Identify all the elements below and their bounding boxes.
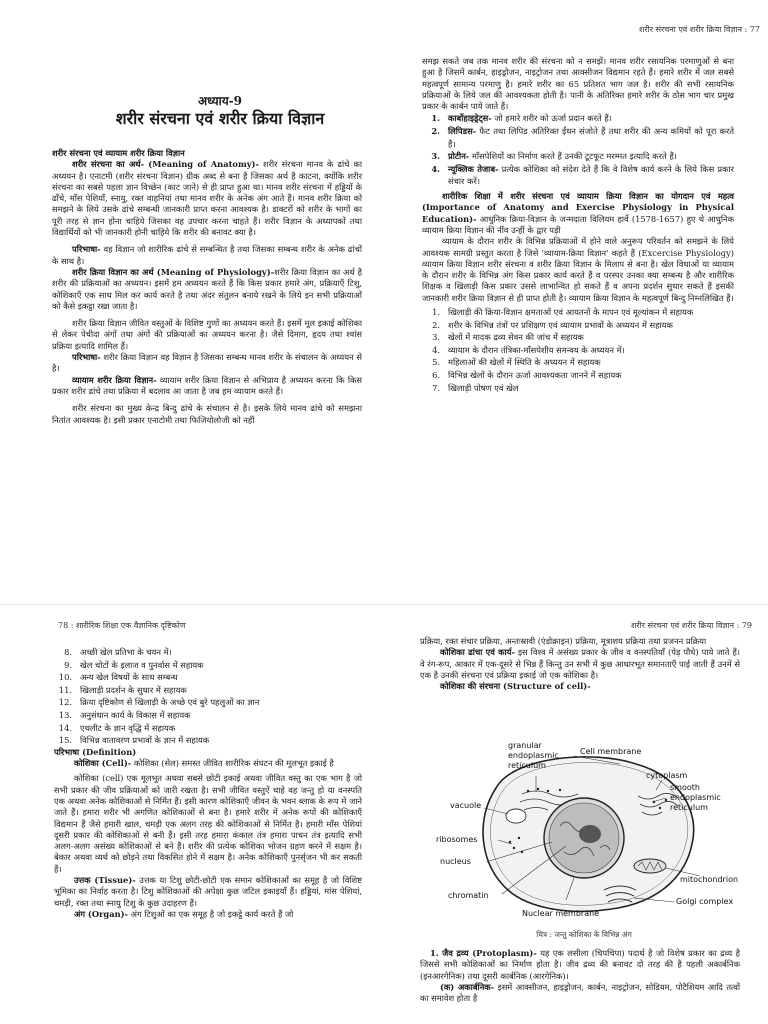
physiology-text: शरीर क्रिया विज्ञान का अर्थ है शरीर की प्रक्रियाओं का अध्ययन। इसमें हम अध्ययन करते हैं कि किस प्रकार हमारे अंग, प्रक्रियाएँ टिशु, कोशिकाएँ एक साथ मिल कर कार्य करते है तथा अंदर संतुलन बनाये रखने के लिये इन सभी प्रक्रियाओं को कैसे इकट्ठा रखा जाता है। <box>52 266 362 311</box>
label-chromatin: chromatin <box>448 891 489 900</box>
list-item: 7. खिलाड़ी पोषण एवं खेल <box>432 382 519 393</box>
page-78 <box>0 610 384 1024</box>
physiology-term: शरीर क्रिया विज्ञान का अर्थ (Meaning of Physiology)- <box>72 266 275 277</box>
label-reticulum: reticulum <box>508 761 546 770</box>
label-nucleus: nucleus <box>440 857 471 866</box>
list-item: 5. महिलाओं की खेलों में स्थिति के अध्ययन में सहायक <box>432 357 601 368</box>
label-mitochondrion: mitochondrion <box>680 875 739 884</box>
organ-paragraph <box>54 909 362 920</box>
tissue-term: उत्तक (Tissue)- <box>74 875 136 886</box>
vacuole-shape <box>506 809 526 823</box>
list-item: 3. खेलों में मादक द्रव्य सेवन की जांच में सहायक <box>432 332 584 343</box>
anatomy-term: शरीर संरचना का अर्थ- (Meaning of Anatomy)- <box>72 159 259 170</box>
list-item: 14. एथलीट के ज्ञान वृद्धि में सहायक <box>58 722 176 733</box>
tissue-text: उत्तक या टिशु छोटी-छोटी एक समान कोशिकाओं का समूह है जो विशिष्ट भूमिका का निर्वाह करता है। टिशु कोशिकाओं की अपेक्षा कुछ जटिल इकाइयाँ हैं। हड्डियां, मांस पेशियां, चमड़ी, रक्त तथा स्नायु टिशु के कुछ उदाहरण हैं। <box>54 875 362 908</box>
list-item: 4. व्यायाम के दौरान तंत्रिका-माँसपेशीय समन्वय के अध्ययन में। <box>432 344 625 355</box>
exercise-physiology-paragraph-2: व्यायाम के दौरान शरीर के विभिन्न प्रक्रियाओं में होने वाले अनुरूप परिवर्तन को समझने के लिये आवश्यक सामग्री प्रस्तुत करता है जिसे 'व्यायाम-क्रिया विज्ञान' कहते हैं (Excercise Physiology) व्यायाम क्रिया विज्ञान शरीर संरचना व शरीर क्रिया विज्ञान के मिलाप से बना है। खेल विधाओं या व्यायाम के दौरान शरीर के विभिन्न अंग किस प्रकार कार्य करते हैं व परस्पर उनका क्या सम्बन्ध है और शारीरिक शिक्षक व खिलाड़ी किस प्रकार उससे लाभान्वित हो सकते हैं व अपना प्रदर्शन सुधार सकते हैं इसकी जानकारी शरीर क्रिया विज्ञान से ही प्राप्त होती है। व्यायाम क्रिया विज्ञान के महत्वपूर्ण बिन्दु निम्नलिखित हैं। <box>422 236 734 303</box>
label-vacuole: vacuole <box>450 801 482 810</box>
label-endoplasmic: endoplasmic <box>508 751 559 760</box>
definition-paragraph <box>52 244 362 267</box>
exercise-term: व्यायाम शरीर क्रिया विज्ञान- <box>72 374 157 385</box>
label-reticulum-2: reticulum <box>670 803 708 812</box>
protoplasm-number: 1. <box>430 948 439 958</box>
physiology-paragraph <box>52 267 362 312</box>
label-nuclear-membrane: Nuclear membrane <box>522 909 600 918</box>
anatomy-text: शरीर संरचना मानव के ढांचे का अध्ययन है। एनाटमी (शरीर संरचना विज्ञान) ग्रीक अब्द से बना है जिसका अर्थ है काटना, क्योंकि शरीर संरचना का सबसे पहला ज्ञान विच्छेन (काट जाने) से ही प्राप्त हुआ था। मानव शरीर संरचना में हड्डियों के ढाँचे, माँस पेशियाँ, स्नायु, रक्त वाहनियां तथा मानव शरीर के अनेक अंग आते हैं। मानव शरीर क्रिया को समझने के लिये उसके ढांचे सम्बन्धी जानकारी प्राप्त करना आवश्यक है। डाक्टरों को शरीर के भागों का पूरी तरह से ज्ञान होना चाहिये जिसका वह उपचार करना चाहते हैं। शरीर विज्ञान के अध्यापकों तथा विद्यार्थियों को भी जानकारी होनी चाहिये कि शरीर की बनावट क्या है। <box>52 159 362 238</box>
importance-heading: शारीरिक शिक्षा में शरीर संरचना एवं व्यायाम क्रिया विज्ञान का योगदान एवं महत्व (Importance of Anatomy and Exercise Physiology in Physical Education)- <box>422 191 734 224</box>
exercise-text: व्यायाम शरीर क्रिया विज्ञान से अभिप्राय है अध्ययन करना कि किस प्रकार शरीर ढांचे तथा प्रक्रिया में बदलाव आ जाता है जब हम व्यायाम करते हैं। <box>52 374 362 396</box>
inorganic-term: (क) अकार्बनिक- <box>440 981 495 992</box>
importance-points-list <box>422 306 734 394</box>
definition-term: परिभाषा- <box>72 244 101 255</box>
page-header: शरीर संरचना एवं शरीर क्रिया विज्ञान : 79 <box>630 621 752 630</box>
intro-paragraph: प्रक्रिया, रक्त संचार प्रक्रिया, अन्तःस्रावी (एंडोक्राइन) प्रक्रिया, मूत्राशय प्रक्रिया तथा प्रजनन प्रक्रिया <box>420 636 707 646</box>
label-granular: granular <box>508 742 542 750</box>
cell-text: कोशिका (सेल) समस्त जीवित शारीरिक संघटन की मूलभूत इकाई है <box>131 758 334 769</box>
page-79-content-2 <box>420 948 740 1004</box>
tissue-paragraph <box>54 875 362 909</box>
nucleolus-shape <box>579 825 601 843</box>
page-header: शरीर संरचना एवं शरीर क्रिया विज्ञान : 77 <box>638 25 760 34</box>
list-item: 1. खिलाड़ी की क्रिया-विज्ञान क्षमताओं एवं आयतनों के मापन एवं मूल्यांकन में सहायक <box>432 307 694 318</box>
inorganic-paragraph <box>420 982 740 1005</box>
mitochondrion-shape <box>634 859 666 873</box>
closing-paragraph: शरीर संरचना का मुख्य केन्द्र बिन्दु ढांचे के संचालन से है। इसके लिये मानव ढांचे को समझना नितांत आवश्यक है। इसी प्रकार एनाटोमी तथा फिजियोलोजी को नहीं <box>52 403 362 425</box>
list-item: 11. खिलाड़ी प्रदर्शन के सुधार में सहायक <box>58 684 187 695</box>
definition-text-2: शरीर क्रिया विज्ञान वह विज्ञान है जिसका सम्बन्ध मानव शरीर के संचालन के अध्ययन से है। <box>52 352 362 374</box>
chapter-title: शरीर संरचना एवं शरीर क्रिया विज्ञान <box>115 109 325 128</box>
inorganic-text: इसमें आक्सीजन, हाइड्रोजन, कार्बन, नाइट्रोजन, सोडियम, पोटैशियम आदि तत्वों का समावेश होता है <box>420 981 741 1004</box>
cell-paragraph-2: कोशिका (cell) एक मूलभूत अथवा सबसे छोटी इकाई अथवा जीवित वस्तु का एक भाग है जो सभी प्रकार की जीव प्रक्रियाओं को जारी रखता है। सभी जीवित वस्तुऐं चाहे वह जन्तु हो या वनस्पति एक अथवा अनेक कोशिकाओं से निर्मित हैं। इसी कारण कोशिकाएँ जीवन के भवन ब्लाक के रूप में जाने जाते हैं। हमारा शरीर भी अगणित कोशिकाओं से बना है। हमारे शरीर में अनेक रूपों की कोशिकाएँ विद्यमान हैं जैसे हमारी खाल, चमड़ी एक अलग तरह की कोशिकाओं से निर्मित है। हमारी माँस पेशियां दूसरी प्रकार की कोशिकाओं से बनी हैं। इसी तरह हमारा कंकाल तंत्र हमारा पाचन तंत्र इत्यादि सभी अलग-अलग असंख्य कोशिकाओं से बने हैं। शरीर की प्रत्येक कोशिका भोजन ग्रहण करने में सक्षम है। बेकार अथवा व्यर्थ को छोड़ने तथा विकसित होने में सक्षम है। अनेक कोशिकाएँ पुनर्सृजन भी कर सकती हैं। <box>54 773 362 874</box>
protoplasm-term: जैव द्रव्य (Protoplasm)- <box>442 948 537 958</box>
definition-text: वह विज्ञान जो शारीरिक ढांचे से सम्बन्धित है तथा जिसका सम्बन्ध शरीर के अनेक ढांचों के साथ है। <box>52 244 362 266</box>
list-item: 15. विभिन्न वातावरण प्रभावों के ज्ञान में सहायक <box>58 735 210 746</box>
organ-term: अंग (Organ)- <box>74 908 129 919</box>
list-item: 10. अन्य खेल विषयों के साथ सम्बन्ध <box>58 672 178 683</box>
label-golgi: Golgi complex <box>676 897 734 906</box>
list-item: 4. न्यूक्लिक तेजाब- प्रत्येक कोशिका को संदेश देते हैं कि वे विशेष कार्य करने के लिये किस प्रकार संचार करें। <box>431 163 734 187</box>
structure-term: कोशिका ढांचा एवं कार्य- <box>440 647 515 658</box>
label-endoplasmic-2: endoplasmic <box>670 793 721 802</box>
definition-heading: परिभाषा (Definition) <box>54 746 137 757</box>
list-item: 13. अनुसंधान कार्य के विकास में सहायक <box>58 709 191 720</box>
cell-term: कोशिका (Cell)- <box>74 758 132 769</box>
list-item: 6. विभिन्न खेलों के दौरान ऊर्जा आवश्यकता जानने में सहायक <box>432 369 622 380</box>
physiology-paragraph-2: शरीर क्रिया विज्ञान जीवित वस्तुओं के विशिष्ट गुणों का अध्ययन करते हैं। इसमें मूल इकाई कोशिका से लेकर पेचीदा अंगों तथा अंगों की प्रक्रियाओं का अध्ययन करना है। जैसे दिमाग, हृदय तथा श्वांस प्रक्रिया इत्यादि शामिल हैं। <box>52 318 362 351</box>
cell-paragraph <box>54 758 362 769</box>
exercise-physiology-paragraph <box>52 375 362 398</box>
label-ribosomes: ribosomes <box>436 835 478 844</box>
definition-term-2: परिभाषा- <box>72 352 101 363</box>
importance-points-list-continued <box>54 646 362 747</box>
list-item: 12. क्रिया दृष्टिकोण से खिलाड़ी के अच्छे एवं बुरे पहलुओं का ज्ञान <box>58 697 260 708</box>
cell-diagram <box>424 742 744 922</box>
cell-structure-paragraph <box>420 647 740 681</box>
chapter-label: अध्याय-9 <box>197 94 243 108</box>
list-item: 2. शरीर के विभिन्न तंत्रों पर प्रशिक्षण एवं व्यायाम प्रभावों के अध्ययन में सहायक <box>432 319 673 330</box>
label-cell-membrane: Cell membrane <box>580 747 642 756</box>
left-column <box>52 148 362 426</box>
section-heading: शरीर संरचना एवं व्यायाम शरीर क्रिया विज्ञान <box>52 148 185 158</box>
compound-list <box>422 112 734 188</box>
label-smooth: smooth <box>670 783 700 792</box>
definition-paragraph-2 <box>52 352 362 375</box>
structure-text: इस विश्व में असंख्य प्रकार के जीव व वनस्पतियाँ (पेड़ पौधे) पाये जाते हैं। वे रंग-रूप, आकार में एक-दूसरे से भिन्न हैं किन्तु उन सभी में कुछ आधारभूत समानताएँ पाई जाती हैं उनमें से एक है उनकी संरचना एवं प्रक्रिया इकाई जो एक कोशिका है। <box>420 647 740 680</box>
organ-text: अंग टिशुओं का एक समूह है जो इकट्ठे कार्य करते हैं जो <box>128 908 294 919</box>
protoplasm-paragraph <box>420 948 740 982</box>
right-column <box>422 56 734 394</box>
importance-paragraph <box>422 191 734 236</box>
list-item: 9. खेल चोटों के इलाज व पुनर्वास में सहायक <box>64 659 204 670</box>
list-item: 8. अच्छी खेल प्रतिभा के चयन में। <box>64 647 172 657</box>
page-79-content <box>420 636 740 692</box>
list-item: 1. कार्बोहाइड्रेट्स- जो हमारे शरीर को ऊर्जा प्रदान करते हैं। <box>431 113 612 124</box>
anatomy-paragraph <box>52 159 362 238</box>
list-item: 3. प्रोटीन- माँसपेशियों का निर्माण करते हैं उनकी टूटफूट मरम्मत इत्यादि करते हैं। <box>431 151 677 162</box>
page-divider <box>0 604 768 605</box>
cell-structure-heading: कोशिका की संरचना (Structure of cell)- <box>440 681 591 692</box>
label-cytoplasm: cytoplasm <box>646 771 688 780</box>
list-item: 2. लिपिडस- फैट तथा लिपिड अतिरिक्त ईंधन संजोते हैं तथा शरीर की अन्य कमियों को पूरा करते हैं। <box>431 126 734 149</box>
page-79 <box>384 610 768 1024</box>
figure-caption: चित्र : जन्तु कोशिका के विभिन्न अंग <box>536 930 632 939</box>
protoplasm-text: यह एक लसीला (चिपचिपा) पदार्थ है जो विशेष प्रकार का द्रव्य है जिससे सभी कोशिकाओं का निर्माण होता है। जीव द्रव्य की बनावट दो तरह की है पहली अकार्बनिक (इनआरगेनिक) तथा दूसरी कार्बनिक (आरगेनिक)। <box>420 948 741 981</box>
intro-paragraph: समझ सकते जब तक मानव शरीर की संरचना को न समझें। मानव शरीर रसायनिक परमाणुओं से बना हुआ है जिसमें कार्बन, हाइड्रोजन, नाइट्रोजन तथा आक्सीजन विद्यमान रहते हैं। हमारे शरीर में जल सबसे महत्वपूर्ण सामान्य परमाणु है। हमारे शरीर का 65 प्रतिशत भाग जल है। शरीर की सभी रसायनिक प्रक्रियाओं के लिये जल की आवश्यकता होती है। पानी के अतिरिक्त हमारे शरीर के ठोस भाग चार प्रमुख प्रकार के कार्बन पाये जाते हैं। <box>422 56 734 112</box>
page-header: 78 : शारीरिक शिक्षा एक वैज्ञानिक दृष्टिकोण <box>58 621 186 630</box>
importance-text: आधुनिक क्रिया-विज्ञान के जन्मदाता विलियम हार्वे (1578-1657) हुए थे आधुनिक व्यायाम क्रिया विज्ञान की नींव उन्हीं के द्वार पड़ी <box>422 213 734 235</box>
page-78-content <box>54 646 362 920</box>
